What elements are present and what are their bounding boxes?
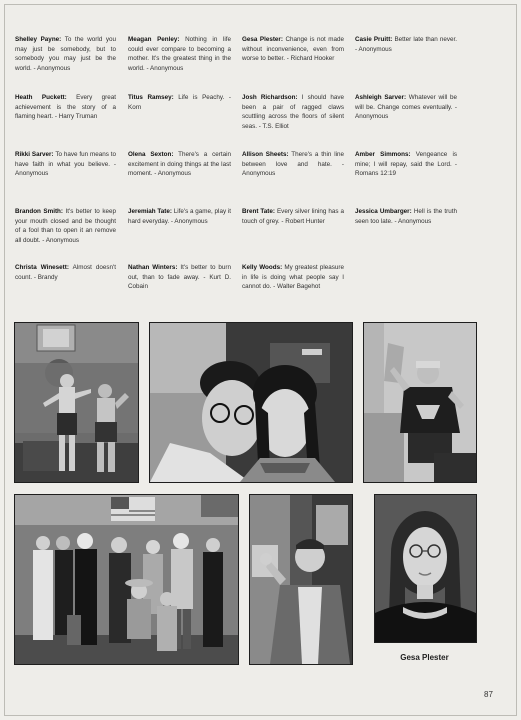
page-number: 87 — [484, 690, 493, 699]
senior-quote: Jeremiah Tate: Life's a game, play it hard everyday. - Anonymous — [128, 208, 232, 225]
senior-quote: Meagan Penley: Nothing in life could ever compare to becoming a mother. It's the greatest thing in the world. - Anonymous — [128, 36, 231, 72]
senior-quote: Josh Richardson: I should have been a pair of ragged claws scuttling across the floors of silent seas. - T.S. Elliot — [242, 94, 345, 130]
photo-group-in-costumes — [14, 494, 239, 665]
senior-quote: Kelly Woods: My greatest pleasure in life is doing what people say I cannot do. - Walter Bagehot — [242, 264, 344, 291]
senior-quote: Casie Pruitt: Better late than never. - Anonymous — [355, 36, 457, 53]
senior-quote: Heath Puckett: Every great achievement is the story of a flaming heart. - Harry Truman — [15, 94, 117, 121]
portrait-caption: Gesa Plester — [400, 653, 449, 662]
senior-quote: Brent Tate: Every silver lining has a touch of grey. - Robert Hunter — [242, 208, 344, 225]
senior-quote: Nathan Winters: It's better to burn out, than to fade away. - Kurt D. Cobain — [128, 264, 232, 291]
photo-boy-waving — [249, 494, 353, 665]
senior-quote: Shelley Payne: To the world you may just be somebody, but to somebody you may just be the world. - Anonymous — [15, 36, 116, 72]
senior-quote: Christa Winesett: Almost doesn't count. - Brandy — [15, 264, 116, 281]
photo-boy-in-cap — [363, 322, 477, 483]
senior-quote: Rikki Sarver: To have fun means to have faith in what you believe. - Anonymous — [15, 151, 116, 178]
photo-two-boys-flexing — [14, 322, 139, 483]
senior-quote: Allison Sheets: There's a thin line between love and hate. - Anonymous — [242, 151, 344, 178]
senior-quote: Amber Simmons: Vengeance is mine; I will repay, said the Lord. - Romans 12:19 — [355, 151, 458, 178]
senior-quote: Ashleigh Sarver: Whatever will be will be. Change comes eventually. - Anonymous — [355, 94, 457, 121]
senior-quote: Titus Ramsey: Life is Peachy. - Korn — [128, 94, 231, 111]
photo-portrait — [374, 494, 477, 643]
senior-quote: Brandon Smith: It's better to keep your mouth closed and be thought of a fool than to open it an remove all doubt. - Anonymous — [15, 208, 116, 244]
senior-quote: Gesa Plester: Change is not made without inconvenience, even from worse to better. - Richard Hooker — [242, 36, 345, 63]
senior-quote: Jessica Umbarger: Hell is the truth seen too late. - Anonymous — [355, 208, 458, 225]
photo-couple-close-up — [149, 322, 353, 483]
senior-quote: Olena Sexton: There's a certain excitement in doing things at the last moment. - Anonymous — [128, 151, 231, 178]
